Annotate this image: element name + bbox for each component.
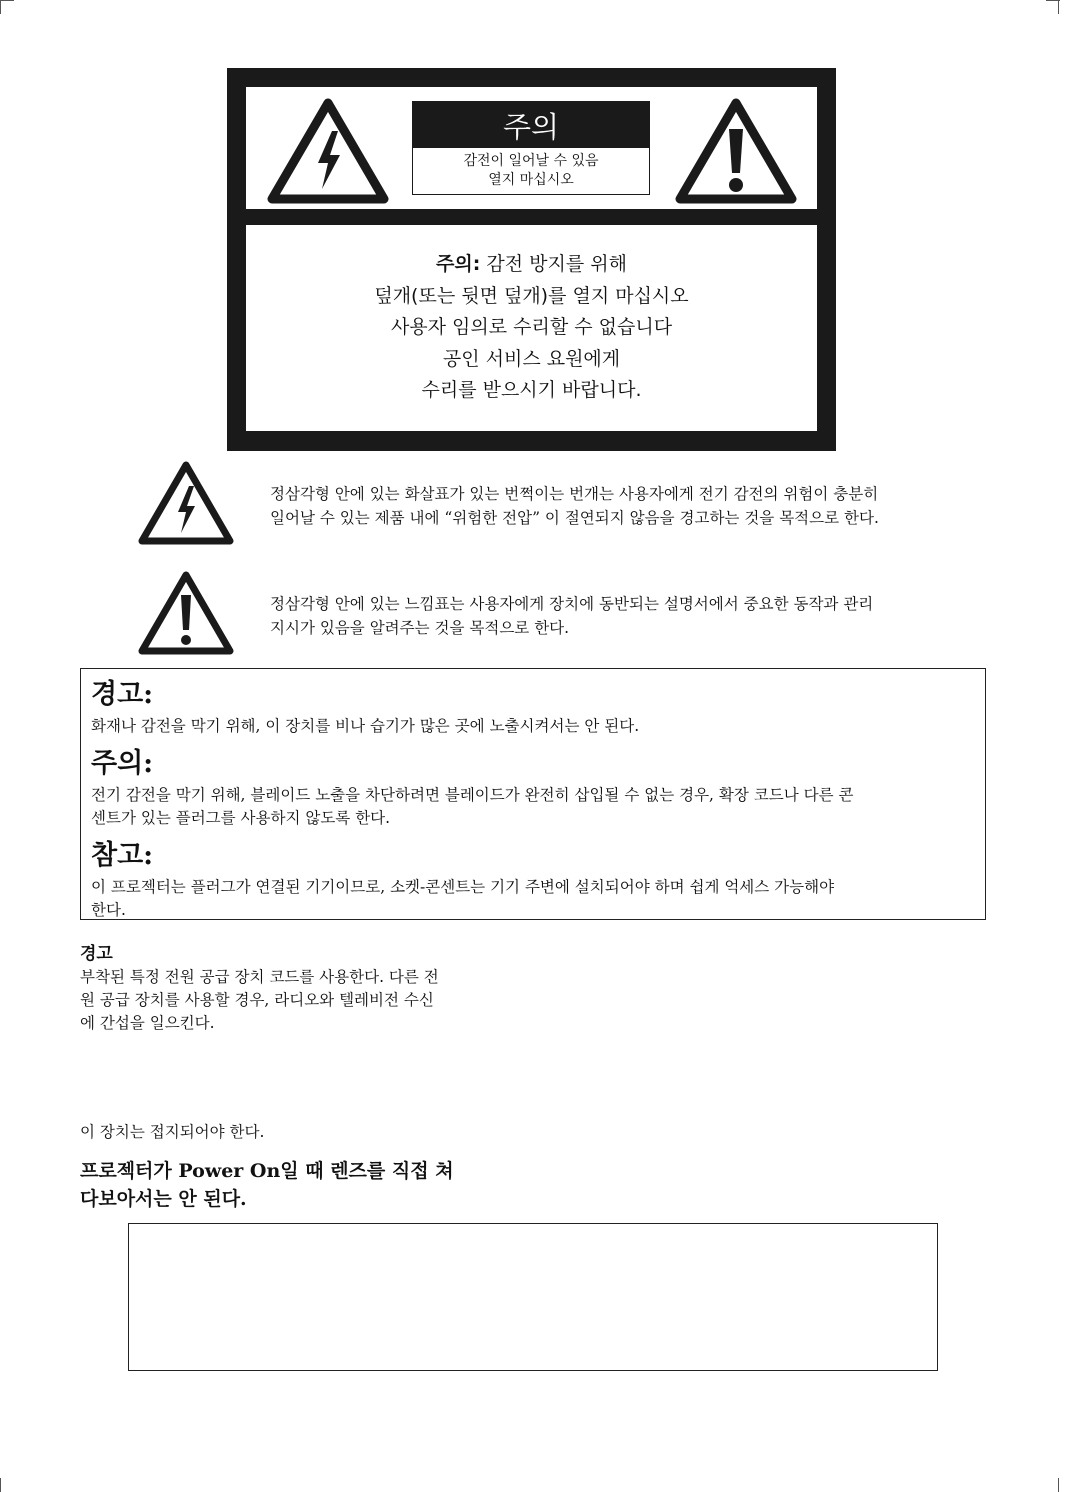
crop-mark-bottom-left-v [0, 1478, 1, 1492]
crop-mark-top-left-v [0, 0, 1, 14]
warning-title: 경고: [91, 679, 154, 710]
power-cord-line: 원 공급 장치를 사용할 경우, 라디오와 텔레비전 수신 [80, 991, 434, 1009]
lightning-text-line: 일어날 수 있는 제품 내에 “위험한 전압” 이 절연되지 않음을 경고하는 것을 목적으로 한다. [270, 509, 879, 527]
caution-label-body [413, 148, 649, 190]
ground-note: 이 장치는 접지되어야 한다. [80, 1123, 265, 1141]
caution-text-line: 센트가 있는 플러그를 사용하지 않도록 한다. [91, 809, 391, 827]
lightning-symbol-text [270, 482, 990, 530]
crop-mark-top-right-v [1058, 0, 1059, 14]
caution-label-line: 감전이 일어날 수 있음 [463, 153, 599, 169]
caution-instructions-line: 사용자 임의로 수리할 수 없습니다 [390, 316, 673, 339]
exclamation-symbol-explanation [137, 570, 987, 656]
lens-warning-line: 다보아서는 안 된다. [80, 1188, 247, 1210]
crop-mark-top-right-h [1046, 0, 1060, 1]
caution-label-top [246, 87, 817, 209]
caution-text-line: 전기 감전을 막기 위해, 블레이드 노출을 차단하려면 블레이드가 완전히 삽입될 수 없는 경우, 확장 코드나 다른 콘 [91, 786, 854, 804]
caution-label [412, 101, 650, 195]
exclamation-text-line: 지시가 있음을 알려주는 것을 목적으로 한다. [270, 619, 570, 637]
caution-label-box [227, 68, 836, 451]
crop-mark-top-left-h [0, 0, 14, 1]
caution-instructions-line: 덮개(또는 뒷면 덮개)를 열지 마십시오 [374, 284, 689, 307]
caution-prefix: 주의: [436, 253, 481, 276]
exclamation-symbol-text [270, 592, 990, 640]
note-text-line: 한다. [91, 901, 126, 919]
exclamation-warning-icon [674, 97, 798, 205]
lightning-symbol-explanation [137, 460, 987, 546]
crop-mark-bottom-right-v [1058, 1478, 1059, 1492]
exclamation-text-line: 정삼각형 안에 있는 느낌표는 사용자에게 장치에 동반되는 설명서에서 중요한 동작과 관리 [270, 595, 874, 613]
note-title: 참고: [91, 840, 154, 871]
caution-title: 주의: [91, 748, 154, 779]
lens-warning [80, 1157, 520, 1213]
caution-instructions [246, 225, 817, 431]
warning-text: 화재나 감전을 막기 위해, 이 장치를 비나 습기가 많은 곳에 노출시켜서는 안 된다. [91, 717, 640, 735]
power-cord-line: 부착된 특정 전원 공급 장치 코드를 사용한다. 다른 전 [80, 968, 439, 986]
caution-instructions-line [436, 249, 627, 281]
safety-warnings-frame [80, 668, 986, 920]
empty-notice-box [128, 1223, 938, 1371]
lightning-text-line: 정삼각형 안에 있는 화살표가 있는 번쩍이는 번개는 사용자에게 전기 감전의 위험이 충분히 [270, 485, 879, 503]
caution-instructions-line: 공인 서비스 요원에게 [442, 347, 621, 370]
caution-instructions-line: 수리를 받으시기 바랍니다. [421, 379, 642, 402]
lens-warning-line: 프로젝터가 Power On일 때 렌즈를 직접 쳐 [80, 1160, 454, 1182]
caution-label-heading: 주의 [413, 102, 649, 148]
lightning-warning-icon [266, 97, 390, 205]
power-cord-line: 에 간섭을 일으킨다. [80, 1014, 215, 1032]
caution-label-line: 열지 마십시오 [488, 172, 574, 188]
note-text-line: 이 프로젝터는 플러그가 연결된 기기이므로, 소켓-콘센트는 기기 주변에 설치되어야 하며 쉽게 억세스 가능해야 [91, 878, 835, 896]
caution-line-rest: 감전 방지를 위해 [480, 253, 627, 276]
caution-section [91, 744, 975, 830]
exclamation-triangle-icon [137, 570, 235, 656]
lightning-triangle-icon [137, 460, 235, 546]
note-section [91, 836, 975, 922]
power-cord-warning [80, 943, 510, 1035]
warning-section [91, 675, 975, 738]
power-cord-title: 경고 [80, 944, 113, 964]
